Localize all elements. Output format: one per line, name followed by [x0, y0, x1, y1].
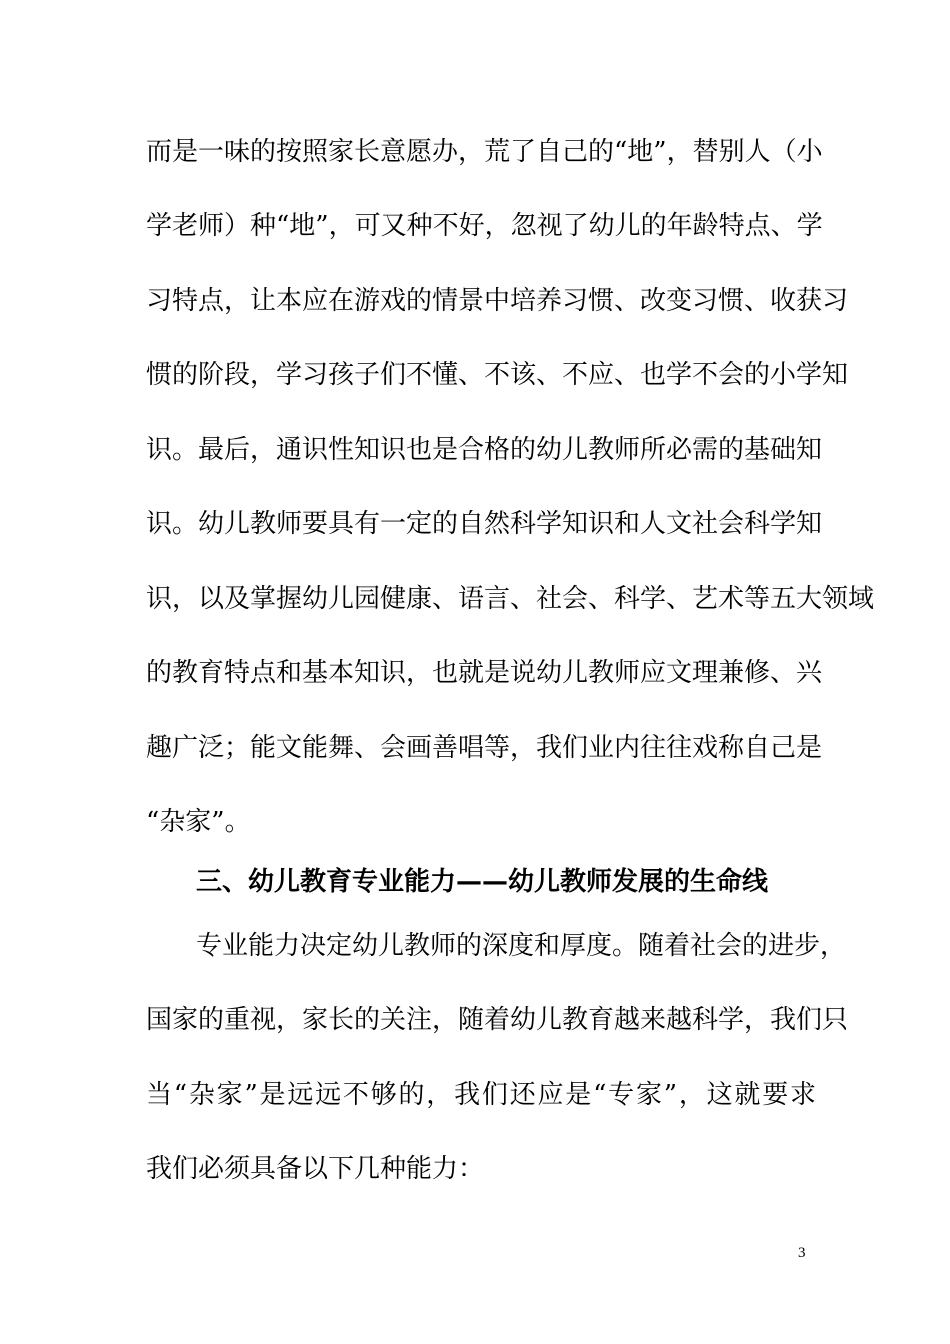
body-text-line: 识。最后，通识性知识也是合格的幼儿教师所必需的基础知	[146, 435, 823, 465]
body-text-line: 专业能力决定幼儿教师的深度和厚度。随着社会的进步，	[196, 931, 847, 961]
page-number: 3	[798, 1245, 806, 1261]
body-text-line: 识。幼儿教师要具有一定的自然科学知识和人文社会科学知	[146, 509, 823, 539]
body-text-line: 的教育特点和基本知识，也就是说幼儿教师应文理兼修、兴	[146, 658, 823, 688]
body-text-line: 趣广泛；能文能舞、会画善唱等，我们业内往往戏称自己是	[146, 733, 823, 763]
body-text-line: 识，以及掌握幼儿园健康、语言、社会、科学、艺术等五大领域	[146, 584, 875, 614]
body-text-line: 国家的重视，家长的关注，随着幼儿教育越来越科学，我们只	[146, 1005, 849, 1035]
body-text-line: 当“杂家”是远远不够的，我们还应是“专家”，这就要求	[146, 1080, 816, 1110]
body-text-line: 而是一味的按照家长意愿办，荒了自己的“地”，替别人（小	[146, 137, 823, 167]
body-text-line: 学老师）种“地”，可又种不好，忽视了幼儿的年龄特点、学	[146, 211, 823, 241]
body-text-line: 我们必须具备以下几种能力：	[146, 1154, 485, 1184]
body-text-line: 习特点，让本应在游戏的情景中培养习惯、改变习惯、收获习	[146, 286, 849, 316]
body-text-line: “杂家”。	[146, 807, 251, 837]
section-heading: 三、幼儿教育专业能力——幼儿教师发展的生命线	[196, 867, 769, 897]
body-text-line: 惯的阶段，学习孩子们不懂、不该、不应、也学不会的小学知	[146, 360, 849, 390]
